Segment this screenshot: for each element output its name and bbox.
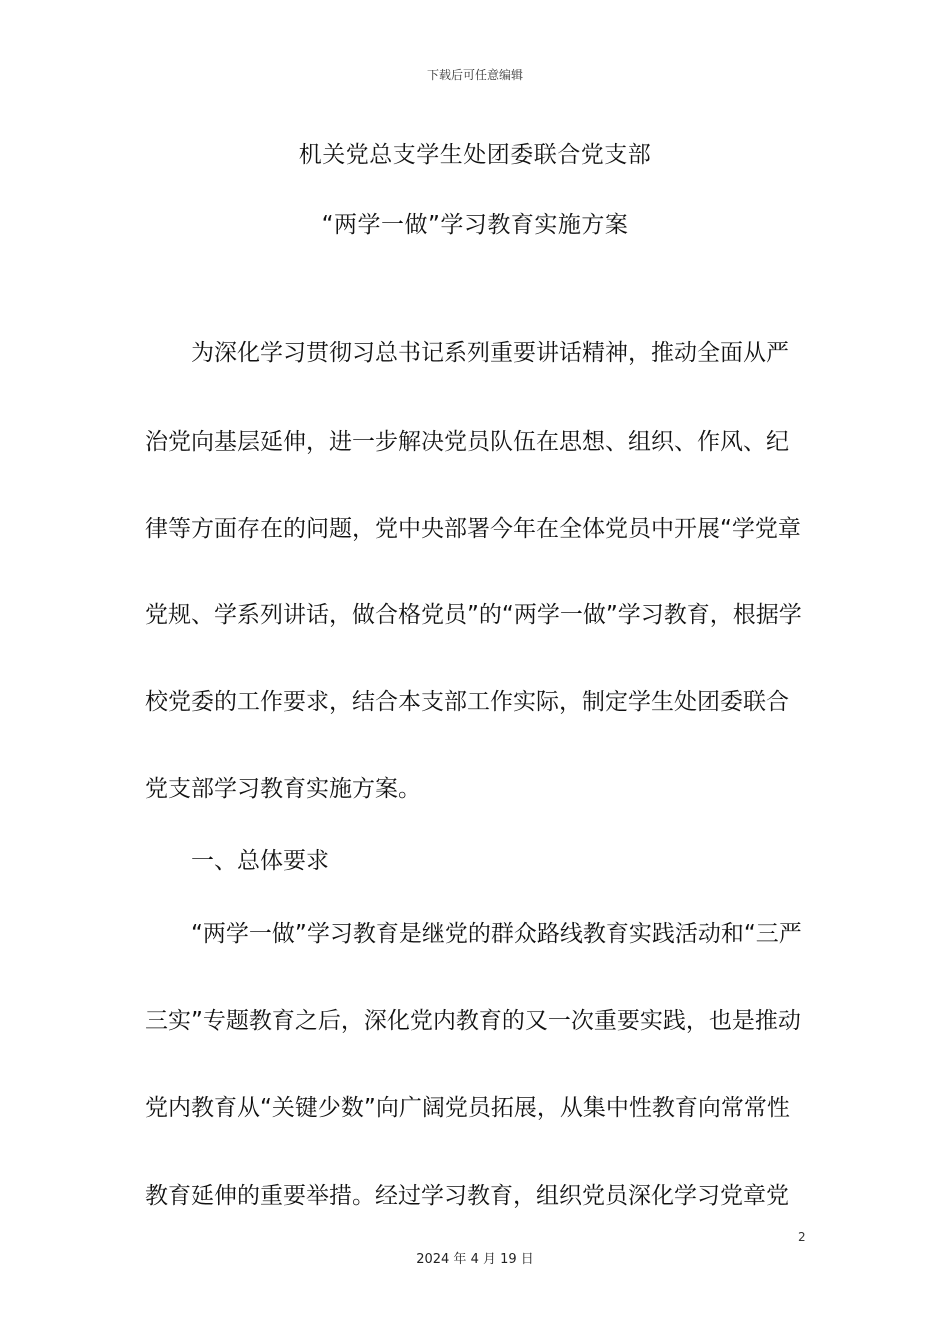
body-line: 校党委的工作要求，结合本支部工作实际，制定学生处团委联合 [145,689,789,715]
body-line: 教育延伸的重要举措。经过学习教育，组织党员深化学习党章党 [145,1183,789,1209]
body-line: 党支部学习教育实施方案。 [145,776,421,802]
body-line: 律等方面存在的问题，党中央部署今年在全体党员中开展“学党章 [145,516,801,542]
document-title-line-1: 机关党总支学生处团委联合党支部 [298,142,652,168]
document-title-line-2: “两学一做”学习教育实施方案 [321,212,629,238]
section-heading: 一、总体要求 [191,848,329,874]
body-line: 三实”专题教育之后，深化党内教育的又一次重要实践，也是推动 [145,1008,801,1034]
body-line: “两学一做”学习教育是继党的群众路线教育实践活动和“三严 [191,921,802,947]
page-number: 2 [798,1230,806,1244]
body-line: 治党向基层延伸，进一步解决党员队伍在思想、组织、作风、纪 [145,429,789,455]
body-line: 为深化学习贯彻习总书记系列重要讲话精神，推动全面从严 [191,340,789,366]
footer-date: 2024 年 4 月 19 日 [416,1252,534,1267]
body-line: 党内教育从“关键少数”向广阔党员拓展，从集中性教育向常常性 [145,1095,790,1121]
body-line: 党规、学系列讲话，做合格党员”的“两学一做”学习教育，根据学 [145,602,802,628]
page-header-note: 下载后可任意编辑 [426,68,523,82]
